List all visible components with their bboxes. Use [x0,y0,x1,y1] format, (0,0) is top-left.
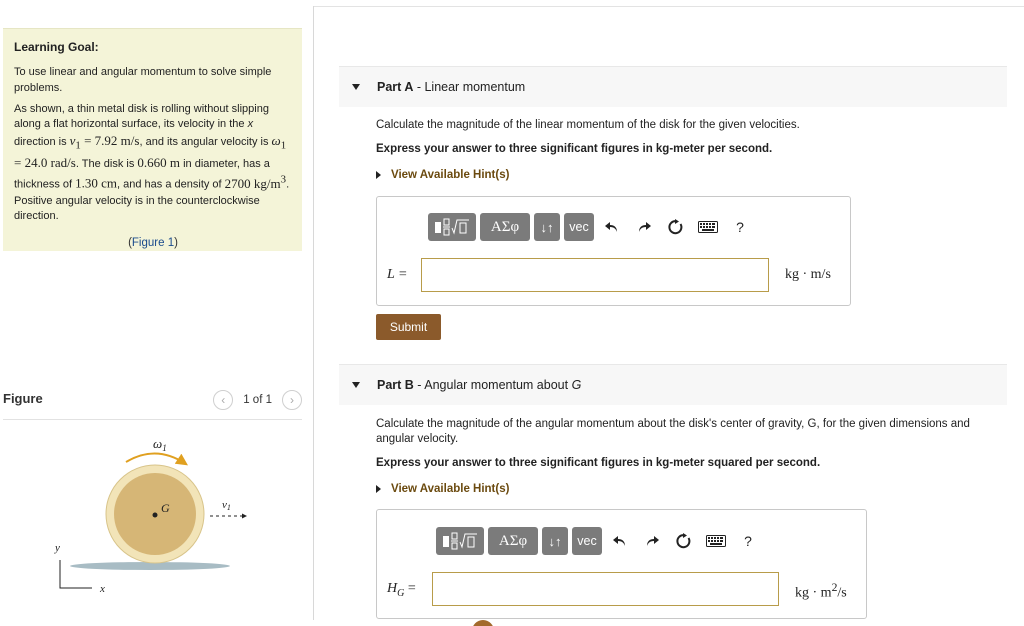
part-b-eq-label [387,581,416,599]
figure-link-text[interactable]: Figure 1 [131,237,175,250]
axis-x-label: x [100,583,105,595]
part-a-question: Calculate the magnitude of the linear momentum of the disk for the given velocities. [376,119,800,131]
part-a-toolbar [428,213,754,241]
disk-figure [40,430,260,600]
part-b-eq-main: H [387,581,398,596]
velocity-label: v1 [222,499,231,512]
part-b-hint-label[interactable]: View Available Hint(s) [391,483,510,495]
part-a-label [377,80,525,94]
part-b-eq-sub: G [397,587,405,599]
templates-button[interactable] [428,213,476,241]
axis-y-label: y [55,542,60,554]
part-a-answer-input[interactable] [421,258,769,292]
problem-statement: As shown, a thin metal disk is rolling without slipping along a flat horizontal surface, its velocity in the x direction is $v_1 = 7.92$ m/s, and its angular velocity is $\omega_1 = 24.0$ rad/s. The disk is 0.660 m in diameter, has a thickness of 1.30 cm, and has a density of 2700 $kg/m^3$. Positive angular velocity is in the counterclockwise direction. [14,102,290,223]
greek-button[interactable]: ΑΣφ [488,527,538,555]
vec-button[interactable]: vec [572,527,602,555]
part-a-hint-label[interactable]: View Available Hint(s) [391,169,510,181]
column-divider [313,6,314,620]
collapse-triangle-icon[interactable] [352,84,360,90]
part-b-units: kg · $m^2/s$ [795,581,847,601]
figure-pager [213,390,302,410]
reset-icon[interactable] [662,213,690,241]
center-label: G [161,501,170,515]
center-point [153,513,158,518]
learning-goal-title: Learning Goal: [14,40,99,54]
keyboard-icon[interactable] [702,527,730,555]
scroll-handle[interactable] [472,620,494,626]
rotation-arrow [126,453,186,464]
figure-link-open: ( [128,237,132,250]
part-b-eq-sign: = [404,581,416,596]
undo-icon[interactable] [606,527,634,555]
part-a-instruction: Express your answer to three significant figures in kg-meter per second. [376,143,773,155]
part-a-header[interactable] [339,66,1007,107]
part-b-hint[interactable] [376,483,509,495]
vec-button[interactable]: vec [564,213,594,241]
part-b-label [377,378,581,392]
figure-link[interactable] [14,237,292,249]
chevron-right-icon[interactable]: › [282,390,302,410]
part-b-question: Calculate the magnitude of the angular momentum about the disk's center of gravity, G, for the given dimensions and angular velocity. [376,418,970,445]
part-a-units: kg · m/s [785,267,831,282]
part-b-title-italic: G [571,378,582,392]
fraction-sqrt-template-icon [433,217,471,237]
part-b-header[interactable] [339,364,1007,405]
chevron-left-icon[interactable]: ‹ [213,390,233,410]
top-divider [313,6,1024,7]
part-b-toolbar [436,527,762,555]
part-a-eq-label: L = [387,267,408,282]
fraction-sqrt-template-icon [441,531,479,551]
help-button[interactable]: ? [736,219,744,235]
greek-button[interactable]: ΑΣφ [480,213,530,241]
templates-button[interactable] [436,527,484,555]
part-a-prefix: Part A [377,80,414,94]
part-a-hint[interactable] [376,169,509,181]
figure-link-close: ) [174,237,178,250]
part-b-title: - Angular momentum about [413,378,572,392]
part-b-answer-input[interactable] [432,572,779,606]
expand-triangle-icon [376,485,381,493]
reset-icon[interactable] [670,527,698,555]
help-button[interactable]: ? [744,533,752,549]
undo-icon[interactable] [598,213,626,241]
redo-icon[interactable] [638,527,666,555]
collapse-triangle-icon[interactable] [352,382,360,388]
arrows-button[interactable]: ↓↑ [542,527,568,555]
submit-button[interactable]: Submit [376,314,441,340]
learning-goal-panel [3,28,302,251]
figure-page-count: 1 of 1 [243,394,272,406]
redo-icon[interactable] [630,213,658,241]
part-b-prefix: Part B [377,378,414,392]
part-b-instruction: Express your answer to three significant figures in kg-meter squared per second. [376,457,821,469]
expand-triangle-icon [376,171,381,179]
keyboard-icon[interactable] [694,213,722,241]
figure-header [3,386,302,420]
part-a-title: - Linear momentum [413,80,526,94]
figure-title: Figure [3,391,43,406]
learning-goal-intro: To use linear and angular momentum to solve simple problems. [14,66,272,94]
omega-label: $\omega_1$ [153,436,167,453]
arrows-button[interactable]: ↓↑ [534,213,560,241]
